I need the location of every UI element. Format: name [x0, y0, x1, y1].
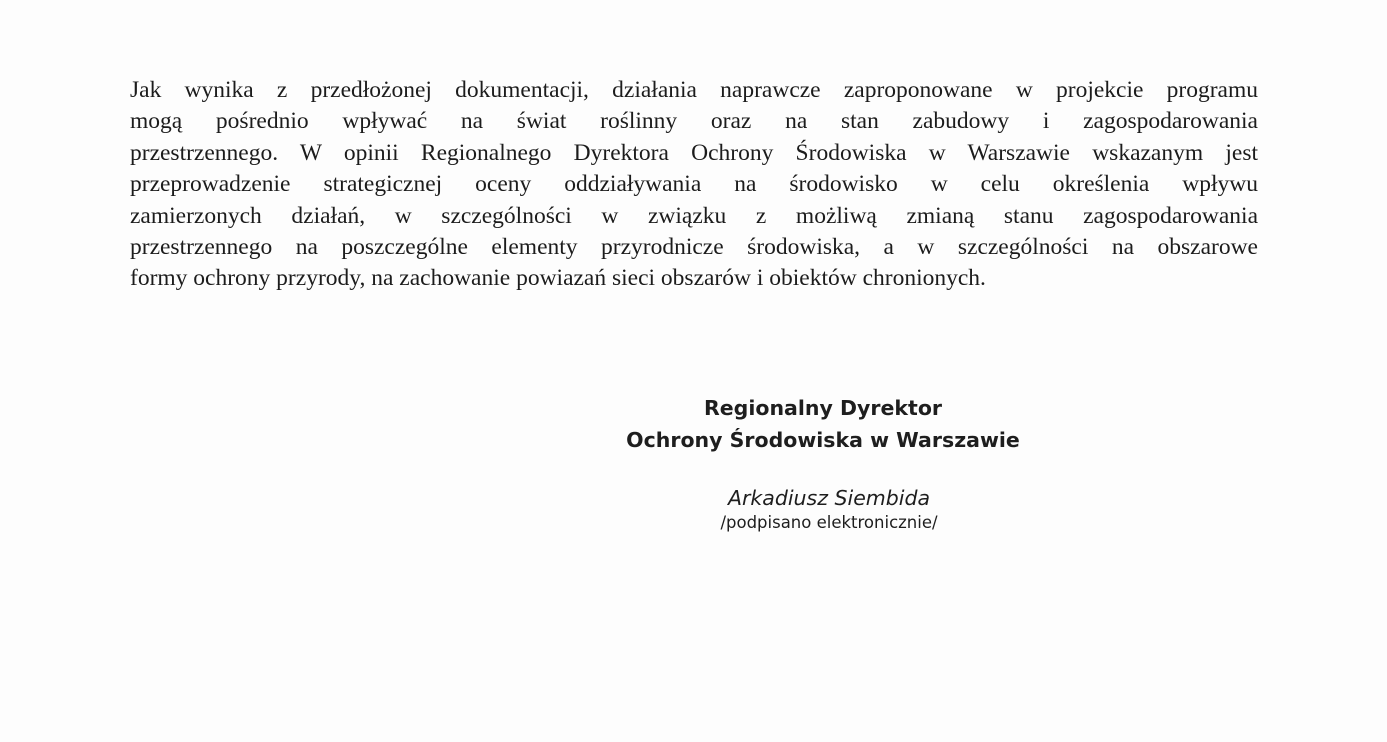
signatory-title-line-1: Regionalny Dyrektor — [703, 396, 943, 420]
signatory-name: Arkadiusz Siembida — [727, 486, 931, 510]
electronic-signature-note: /podpisano elektronicznie/ — [720, 513, 938, 532]
paragraph-line: przestrzennego. W opinii Regionalnego Dyrektora Ochrony Środowiska w Warszawie wskazanym jest — [130, 139, 1258, 166]
paragraph-line: przeprowadzenie strategicznej oceny oddziaływania na środowisko w celu określenia wpływu — [130, 171, 1258, 198]
paragraph-line: zamierzonych działań, w szczególności w związku z możliwą zmianą stanu zagospodarowania — [130, 202, 1258, 229]
paragraph-line: mogą pośrednio wpływać na świat roślinny oraz na stan zabudowy i zagospodarowania — [130, 108, 1258, 135]
paragraph-line: formy ochrony przyrody, na zachowanie powiazań sieci obszarów i obiektów chronionych. — [130, 265, 986, 292]
signature-block — [560, 392, 1086, 534]
signatory-title-line-2: Ochrony Środowiska w Warszawie — [626, 428, 1020, 452]
paragraph-line: przestrzennego na poszczególne elementy przyrodnicze środowiska, a w szczególności na obszarowe — [130, 234, 1258, 261]
body-paragraph — [130, 75, 1258, 295]
paragraph-line: Jak wynika z przedłożonej dokumentacji, działania naprawcze zaproponowane w projekcie programu — [130, 77, 1258, 103]
